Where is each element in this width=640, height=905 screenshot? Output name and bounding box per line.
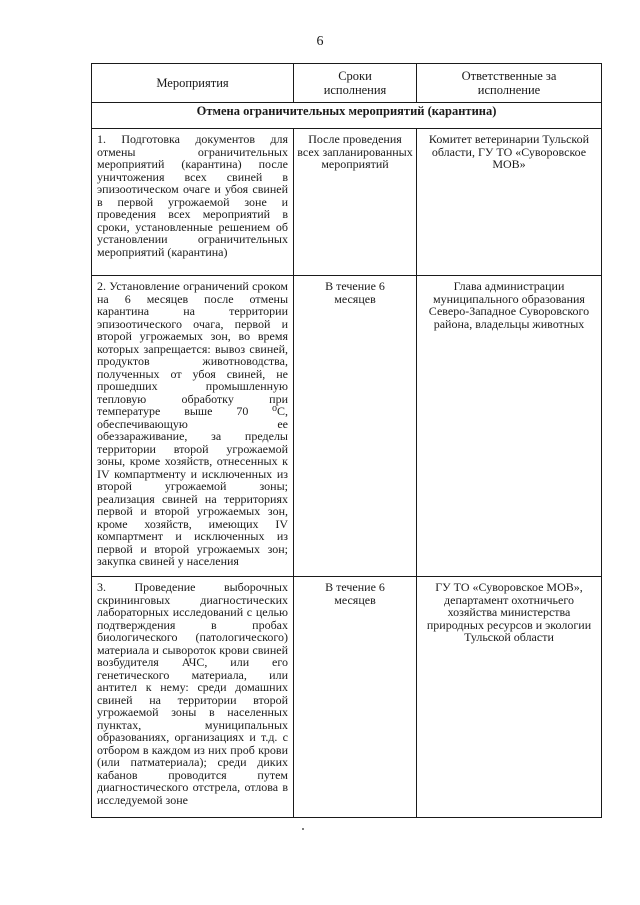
header-responsible-text: Ответственные за исполнение (461, 69, 557, 97)
scan-mark (302, 828, 304, 830)
section-row (92, 103, 602, 129)
header-responsible (417, 64, 602, 103)
section-title: Отмена ограничительных мероприятий (карантина) (92, 103, 602, 129)
header-timing (294, 64, 417, 103)
row-3-activity: 3. Проведение выборочных скрининговых диагностических лабораторных исследований с целью подтверждения в пробах биологического (патологического) материала и сывороток крови свиней возбудителя АЧС, или его генетического материала, или антител к нему: среди домашних свиней на территории второй угрожаемой зоны в населенных пунктах, муниципальных образованиях, организациях и т.д. с отбором в каждом из них проб крови (или патматериала); среди диких кабанов проводится путем диагностического отстрела, отлова в исследуемой зоне (92, 577, 294, 818)
row-1-timing: После проведения всех запланированных мероприятий (294, 129, 417, 276)
row-1-responsible: Комитет ветеринарии Тульской области, ГУ ТО «Суворовское МОВ» (417, 129, 602, 276)
header-activity: Мероприятия (92, 64, 294, 103)
row-2-responsible: Глава администрации муниципального образования Северо-Западное Суворовского района, владельцы животных (417, 276, 602, 577)
table-row (92, 129, 602, 276)
page-number: 6 (316, 34, 324, 49)
row-1-activity: 1. Подготовка документов для отмены ограничительных мероприятий (карантина) после уничтожения всех свиней в эпизоотическом очаге и убоя свиней в первой угрожаемой зоне и проведения всех мероприятий в сроки, установленные решением об установлении ограничительных мероприятий (карантина) (92, 129, 294, 276)
table-row (92, 276, 602, 577)
header-timing-text: Сроки исполнения (323, 69, 387, 97)
activities-table (91, 63, 602, 818)
row-2-activity: 2. Установление ограничений сроком на 6 месяцев после отмены карантина на территории эпизоотического очага, первой и второй угрожаемых зон, во время которых запрещается: вывоз свиней, продуктов животноводства, полученных от убоя свиней, не прошедших промышленную тепловую обработку при температуре выше 70 ⁰С, обеспечивающую ее обеззараживание, за пределы территории второй угрожаемой зоны, кроме хозяйств, отнесенных к IV компартменту и исключенных из второй угрожаемой зоны; реализация свиней на территориях первой и второй угрожаемых зон, кроме хозяйств, имеющих IV компартмент и исключенных из первой и второй угрожаемых зон; закупка свиней у населения (92, 276, 294, 577)
table-row (92, 577, 602, 818)
row-3-timing (294, 577, 417, 818)
row-3-timing-text: В течение 6 месяцев (325, 580, 385, 607)
table-header-row (92, 64, 602, 103)
row-2-timing-text: В течение 6 месяцев (325, 279, 385, 306)
row-2-timing (294, 276, 417, 577)
row-3-responsible: ГУ ТО «Суворовское МОВ», департамент охотничьего хозяйства министерства природных ресурсов и экологии Тульской области (417, 577, 602, 818)
